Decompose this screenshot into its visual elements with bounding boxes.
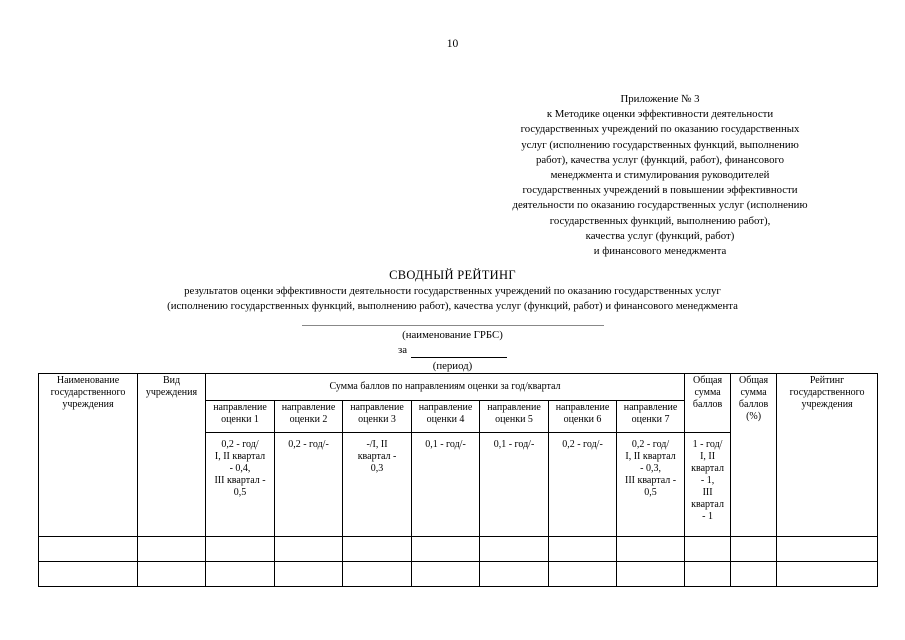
table-row <box>39 562 878 587</box>
header-direction-5: направление оценки 5 <box>480 401 549 433</box>
table-cell[interactable] <box>412 537 480 562</box>
appendix-line: государственных функций, выполнению работ), <box>549 214 771 227</box>
table-cell[interactable] <box>685 537 731 562</box>
appendix-line: Приложение № 3 <box>620 93 700 105</box>
table-cell[interactable] <box>206 537 275 562</box>
grbs-caption: (наименование ГРБС) <box>402 329 503 341</box>
rating-table <box>38 373 878 587</box>
table-row <box>39 537 878 562</box>
appendix-line: качества услуг (функций, работ) <box>585 229 735 242</box>
header-institution-name: Наименование государственного учреждения <box>39 374 138 537</box>
table-cell[interactable] <box>39 537 138 562</box>
table-cell[interactable] <box>39 562 138 587</box>
header-institution-type: Вид учреждения <box>138 374 206 537</box>
header-direction-1: направление оценки 1 <box>206 401 275 433</box>
table-cell[interactable] <box>777 562 878 587</box>
weight-total: 1 - год/ I, II квартал - 1, III квартал - 1 <box>685 433 731 537</box>
header-direction-2: направление оценки 2 <box>275 401 343 433</box>
appendix-line: и финансового менеджмента <box>593 245 727 258</box>
table-cell[interactable] <box>480 537 549 562</box>
header-direction-7: направление оценки 7 <box>617 401 685 433</box>
table-cell[interactable] <box>412 562 480 587</box>
appendix-line: менеджмента и стимулирования руководителей <box>550 169 770 182</box>
table-cell[interactable] <box>617 562 685 587</box>
weight-direction-2: 0,2 - год/- <box>275 433 343 537</box>
header-direction-3: направление оценки 3 <box>343 401 412 433</box>
weight-direction-7: 0,2 - год/ I, II квартал - 0,3, III квартал - 0,5 <box>617 433 685 537</box>
table-cell[interactable] <box>777 537 878 562</box>
appendix-header <box>470 92 850 259</box>
weight-direction-6: 0,2 - год/- <box>549 433 617 537</box>
za-label: за <box>398 344 408 356</box>
table-cell[interactable] <box>206 562 275 587</box>
table-cell[interactable] <box>685 562 731 587</box>
header-total-score: Общая сумма баллов <box>685 374 731 433</box>
appendix-line: государственных учреждений по оказанию государственных <box>520 123 800 136</box>
appendix-line: государственных учреждений в повышении эффективности <box>522 184 798 197</box>
table-cell[interactable] <box>549 562 617 587</box>
table-cell[interactable] <box>138 537 206 562</box>
grbs-name-blank-line <box>302 325 604 326</box>
weight-direction-1: 0,2 - год/ I, II квартал - 0,4, III квартал - 0,5 <box>206 433 275 537</box>
table-cell[interactable] <box>275 537 343 562</box>
header-total-score-percent: Общая сумма баллов (%) <box>731 374 777 537</box>
period-blank-line <box>411 357 507 358</box>
header-institution-rating: Рейтинг государственного учреждения <box>777 374 878 537</box>
table-cell[interactable] <box>480 562 549 587</box>
weight-direction-5: 0,1 - год/- <box>480 433 549 537</box>
appendix-line: к Методике оценки эффективности деятельности <box>546 108 774 121</box>
period-caption: (период) <box>432 360 473 372</box>
header-direction-4: направление оценки 4 <box>412 401 480 433</box>
table-cell[interactable] <box>549 537 617 562</box>
document-subtitle <box>0 284 905 314</box>
table-cell[interactable] <box>731 537 777 562</box>
table-cell[interactable] <box>343 537 412 562</box>
table-cell[interactable] <box>275 562 343 587</box>
appendix-line: услуг (исполнению государственных функций, выполнению <box>521 138 799 151</box>
table-cell[interactable] <box>343 562 412 587</box>
appendix-line: деятельности по оказанию государственных услуг (исполнению <box>512 199 808 212</box>
subtitle-line: (исполнению государственных функций, выполнению работ), качества услуг (функций, работ) и финансового менеджмента <box>167 300 738 312</box>
table-cell[interactable] <box>731 562 777 587</box>
appendix-line: работ), качества услуг (функций, работ), финансового <box>535 153 785 166</box>
weight-direction-4: 0,1 - год/- <box>412 433 480 537</box>
header-score-sum-group: Сумма баллов по направлениям оценки за год/квартал <box>206 374 685 401</box>
table-cell[interactable] <box>617 537 685 562</box>
header-direction-6: направление оценки 6 <box>549 401 617 433</box>
weight-direction-3: -/I, II квартал - 0,3 <box>343 433 412 537</box>
page-number: 10 <box>446 38 459 50</box>
document-title: СВОДНЫЙ РЕЙТИНГ <box>389 268 516 282</box>
subtitle-line: результатов оценки эффективности деятельности государственных учреждений по оказанию государственных услуг <box>184 285 721 297</box>
table-cell[interactable] <box>138 562 206 587</box>
